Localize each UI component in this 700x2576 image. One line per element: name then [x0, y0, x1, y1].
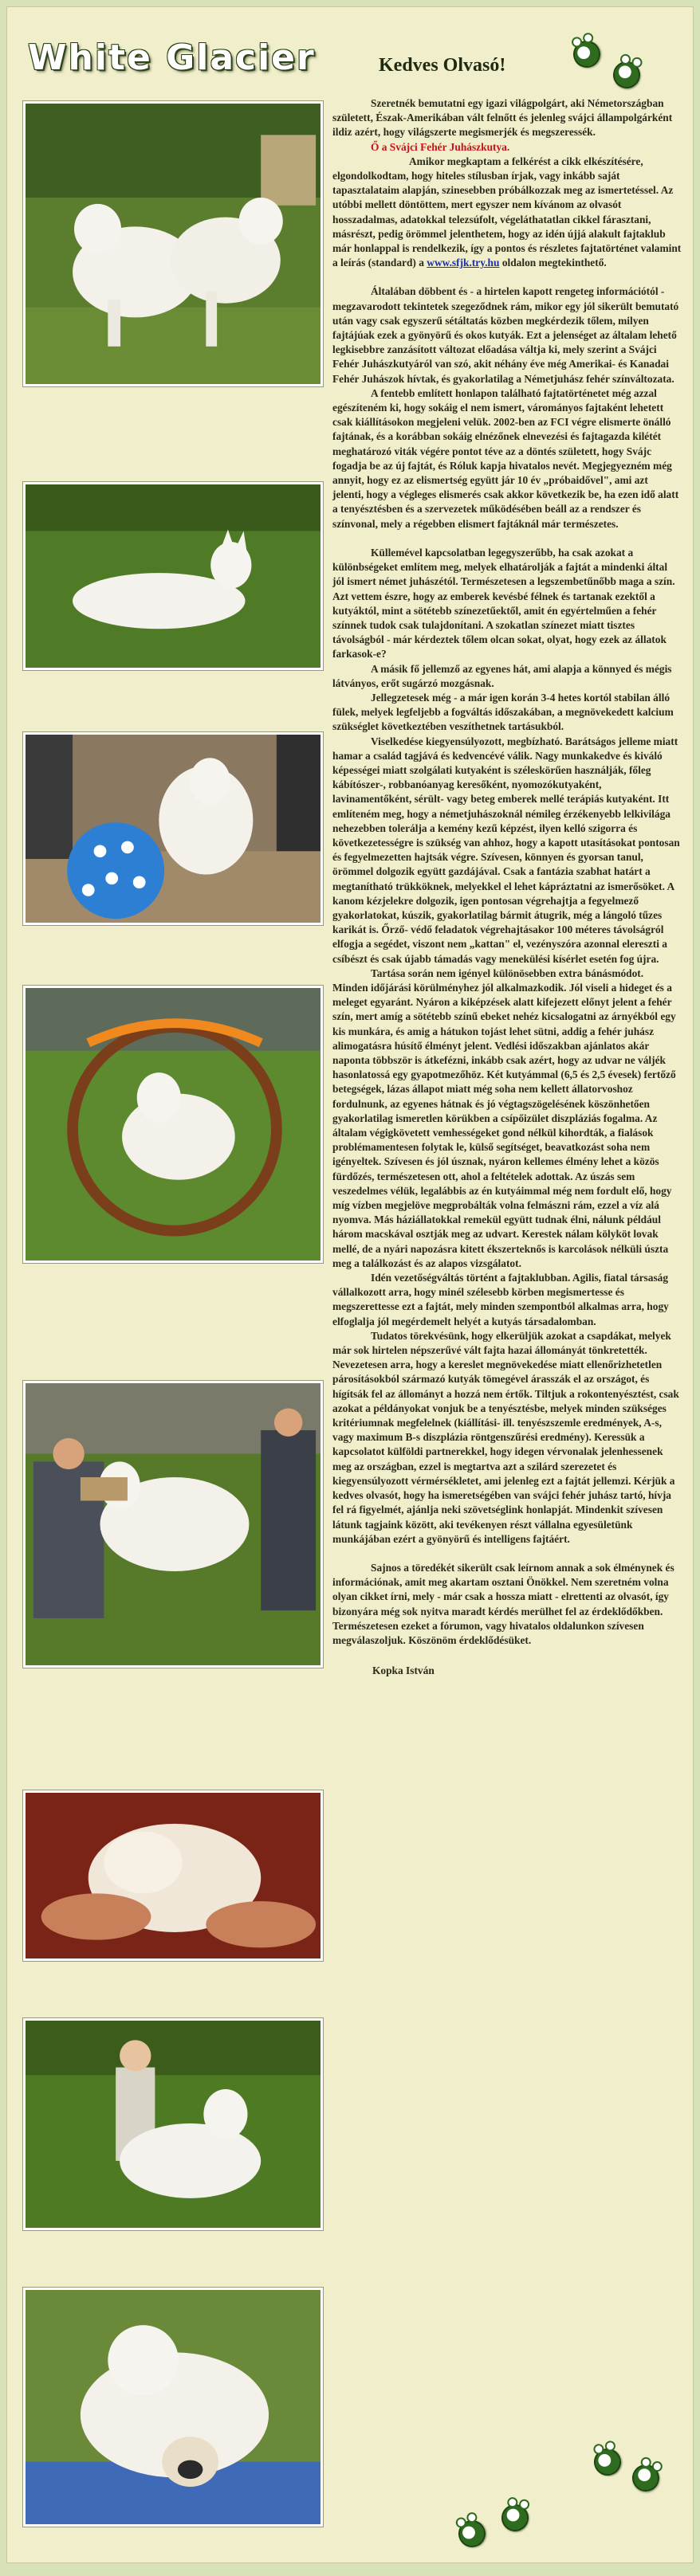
paw-decoration-closing	[589, 2437, 669, 2509]
paragraph-history: A fentebb említett honlapon található fajtatörténetet még azzal egészíteném ki, hogy sokáig el nem ismert, várományos fajtaként lehetett csak kiállításokon megjeleni velük. 2002-ben az FCI végre elismerte önálló fajtának, és a korábban sokáig elnézőnek elnevezési és fajtagazda kilétét meghatározó viták végére pontot téve az a döntés született, hogy Svájc fogadja be az új fajtát, és Róluk kapja hivatalos nevét. Megjegyezném még annyit, hogy ez az elismertség együtt jár 10 év „próbaidővel", ami azt jelenti, hogy a végleges elismerés csak akkor következik be, ha ezen idő alatt a tenyésztésben és a szervezetek működésében beáll az a rendszer és színvonal, mely a régebben elismert fajtáknál már természetes.	[332, 386, 679, 530]
paw-print-icon	[628, 2460, 663, 2496]
paw-print-icon	[499, 2502, 530, 2533]
photo-girl-with-dog	[23, 2018, 323, 2230]
paw-print-icon	[610, 58, 643, 92]
paragraph-club: Idén vezetőségváltás történt a fajtaklubban. Agilis, fiatal társaság vállalkozott arra, hogy minél szélesebb körben megismertesse és megszerettesse ezt a fajtát, mely minden szempontból alkalmas arra, hogy elfoglalja jól megérdemelt helyét a kutyás társadalomban.	[332, 1272, 669, 1327]
paragraph-intro: Szeretnék bemutatni egy igazi világpolgárt, aki Németországban született, Észak-Amerikában vált felnőtt és jelenleg svájci állampolgárként ildiz azért, hogy világszerte megismerjék és megszeressék. Ő a Svájci Fehér Juhászkutya.	[332, 96, 682, 155]
paragraph-reactions: Általában döbbent és - a hirtelen kapott rengeteg információtól - megzavarodott tekintetek szegeződnek rám, mikor egy jól sikerült bemutató után vagy csak egyszerű sétáltatás közben megkérdezik tőlem, milyen fajtájúak ezek a gyönyörű és okos kutyák. Ezt a jelenséget az általam lehető legkisebbre zanzásított változat előadása váltja ki, mely szerint a Svájci Fehér Juhászkutyáról van szó, akit néhány éve még Amerikai- és Kanadai Fehér Juhászok hívtak, és gyakorlatilag a Németjuhász fehér színváltozata.	[332, 285, 679, 385]
paw-print-icon	[454, 2515, 490, 2551]
photo-dog-jumping-hoop	[23, 986, 323, 1263]
photo-dog-with-ball	[23, 732, 323, 925]
photo-dog-protection-training	[23, 1381, 323, 1668]
photo-two-white-dogs-garden	[23, 101, 323, 386]
club-website-link[interactable]: www.sfjk.try.hu	[427, 257, 500, 269]
paw-print-icon	[569, 37, 604, 72]
paragraph-ears: Jellegzetesek még - a már igen korán 3-4 hetes kortól stabilan álló fülek, melyek legfeljebb a fogváltás időszakában, a megnövekedett kalcium szükséglet következtében veszíthetnek tartásukból.	[332, 691, 674, 733]
photo-dog-and-small-dog	[23, 2288, 323, 2527]
paw-decoration-bottom	[454, 2493, 533, 2565]
paragraph-appearance: Küllemével kapcsolatban legegyszerűbb, ha csak azokat a különbségeket említem meg, melyek elhatárolják a fajtát a mindenki által jól ismert német juhászétól. Természetesen a legszembetűnőbb maga a szín. Azt vettem észre, hogy az emberek kevésbé félnek és tartanak ezektől a kutyáktól, mint a sötétebb színezetűektől, amit én egyértelműen a fehér színnek tudok csak tulajdonítani. A szokatlan színezet miatt tisztes távolságból - már kérdeztek tőlem olcan sokat, olyat, hogy ezek az állatok farkasok-e?	[332, 546, 675, 661]
author-signature: Kopka István	[372, 1664, 435, 1677]
paragraph-closing: Sajnos a töredékét sikerült csak leírnom annak a sok élménynek és információnak, amit meg akartam osztani Önökkel. Nem szeretném volna olyan cikket írni, mely - már csak a hossza miatt - elrettenti az olvasót, így bizonyára még sok nyitva maradt kérdés merülhet fel az érdeklődőkben. Természetesen ezeket a fórumon, vagy hivatalos oldalunkon szívesen megválaszoljuk. Köszönöm érdeklődésüket.	[332, 1561, 674, 1646]
paragraph-breeding-policy: Tudatos törekvésünk, hogy elkerüljük azokat a csapdákat, melyek már sok hirtelen népszerűvé vált fajta hazai állományát tönkretették. Nevezetesen arra, hogy a kereslet megnövekedése miatt ellenőrizhetetlen párosításokból származó kutyák tömegével árasszák el az országot, és hígítsák fel az állományt a hozzá nem értők. Tiltjuk a rokontenyésztést, csak azokat a példányokat vonjuk be a tenyésztésbe, melyek minden szükséges kritériumnak megfelelnek (kiállítási- ill. tenyészszemle eredmények, A-s, vagy maximum B-s diszplázia röntgenszűrési eredmény). Keressük a kapcsolatot külföldi partnerekkel, hogy idegen vérvonalak jelenhessenek meg az országban, ezzel is megtartva azt a szilárd szerezetet és kiegyensúlyozott vérmérsékletet, ami jelenleg ezt a fajtát jellemzi. Kérjük a kedves olvasót, hogy ha ismeretségében van svájci fehér juhász tartó, hívja fel rá figyelmét, ajánlja neki szövetséglink honlapját. Mindenkit szívesen látunk tagjaink között, aki tevékenyen részt vállalna egyesületünk munkájában ezért a gyönyörű és intelligens fajtáért.	[332, 1329, 679, 1545]
paragraph-article-approach: Amikor megkaptam a felkérést a cikk elkészítésére, elgondolkodtam, hogy hiteles stílusban írjak, vagy inkább saját tapasztalataim alapján, szinesebben próbálkozzak meg az ismertetéssel. Az utóbbi mellett döntöttem, mert egyszer nem kívánom az olvasót hosszadalmas, adatokkal telezsúfolt, végeláthatatlan cikkel fárasztani, másrészt, pedig örömmel jelenthetem, hogy az idén újjá alakult fajtaklub már honlappal is rendelkezik, így a pontos és részletes fajtatörténet valamint a leírás (standard) a www.sfjk.try.hu oldalon megtekinthető.	[332, 155, 682, 269]
photo-puppy-in-hands	[23, 1790, 323, 1961]
page-title: Kedves Olvasó!	[379, 55, 506, 76]
article-body	[332, 96, 682, 1678]
header	[7, 7, 694, 103]
paragraph-straight-back: A másik fő jellemző az egyenes hát, ami alapja a könnyed és mégis látványos, erőt sugárzó mozgásnak.	[332, 662, 672, 689]
photo-dog-lying-lawn	[23, 482, 323, 670]
paragraph-keeping: Tartása során nem igényel különösebben extra bánásmódot. Minden időjárási körülményhez jól alkalmazkodik. Jól viseli a hideget és a meleget egyaránt. Nyáron a kiképzések alatt kifejezett előnyt jelent a fehér szín, mert amíg a sötétebb színű ebeket nehéz kicsalogatni az árnyékból egy kis munkára, és amig a hátukon tojást lehet sütni, addig a fehér juhász alimogatásra húsítő élményt jelent. Vedlési időszakban ajánlatos akár naponta többször is átkefézni, inkább csak azért, hogy az udvar ne váljék hasonlatossá egy gyapotmezőhöz. Két kutyámmal (6,5 és 2,5 évesek) fertőző betegségek, lázas állapot miatt még soha nem kellett állatorvoshoz fordulnunk, az egyenes hátnak és jó végtagszögelésének köszönhetően gyakorlatilag ismeretlen körükben a csípőizület diszpláziás fogalma. Az általam végigkövetett vemhességeket gond nélkül kihordták, a fialások problémamentesen folytak le, külső segítséget, beavatkozást soha nem igényeltek. Szívesen és jól úsznak, nyáron kellemes élmény lehet a közös fürdőzés, természetesen ott, ahol a feltételek adottak. Az úszás sem veszedelmes vélük, legalábbis az én kutyáimmal még nem fordult elő, hogy míg vízben megjelöve megprobálták volna felmászni rám, ezzel a víz alá nyomva. Más háziállatokkal remekül együtt tudnak élni, nálunk például három macskával osztják meg az udvart. Kerestek nálam kölyköt lovak mellé, de a nyári napozásra kitett ékszerteknős is karcolások nélküli úszta meg a találkozást és az alapos vizsgálatot.	[332, 966, 676, 1269]
paw-decoration-top	[567, 26, 647, 98]
article-page	[6, 6, 694, 2563]
breed-highlight: Ő a Svájci Fehér Juhászkutya.	[371, 140, 510, 153]
site-logo: White Glacier	[28, 37, 316, 78]
paw-print-icon	[591, 2445, 624, 2479]
paragraph-behaviour: Viselkedése kiegyensúlyozott, megbízható. Barátságos jelleme miatt hamar a család tagjává és kedvencévé válik. Nagy munkakedve és kiváló képességei miatt szolgálati kutyaként is széleskörűen használják, főleg kábítószer-, robbanóanyag keresőként, nyomozókutyaként, lavinamentőként, sérült- vagy beteg emberek mellé terápiás kutyaként. Itt említeném meg, hogy a németjuhászoknál némileg érzékenyebb lelkivilága nehezebben tolerálja a kemény kezű képzést, ilyen kelló szigorra és következetességre is szükség van ahhoz, hogy a kapott utasításokat pontosan és fegyelmezetten hajtsák végre. Szívesen, könnyen és gyorsan tanul, örömmel dolgozik együtt gazdájával. Csak a fantázia szabhat határt a megtanítható trükköknek, melyekkel el lehet kápráztatni az ismerősöket. A kanom kézjelekre dolgozik, igen pontosan végrehajtja a fegyelmező gyakorlatokat, kúszik, gyakorlatilag bármit átugrik, még a lángoló tűzes karikát is. Őrző- védő feladatok végrehajtásakor 100 méteres távolságról elfogja a segédet, viszont nem „kattan" el, vezényszóra azonnal elereszti a csíbészt és csak újabb támadás vagy menekülési kísérlet esetén fog újra.	[332, 735, 680, 965]
